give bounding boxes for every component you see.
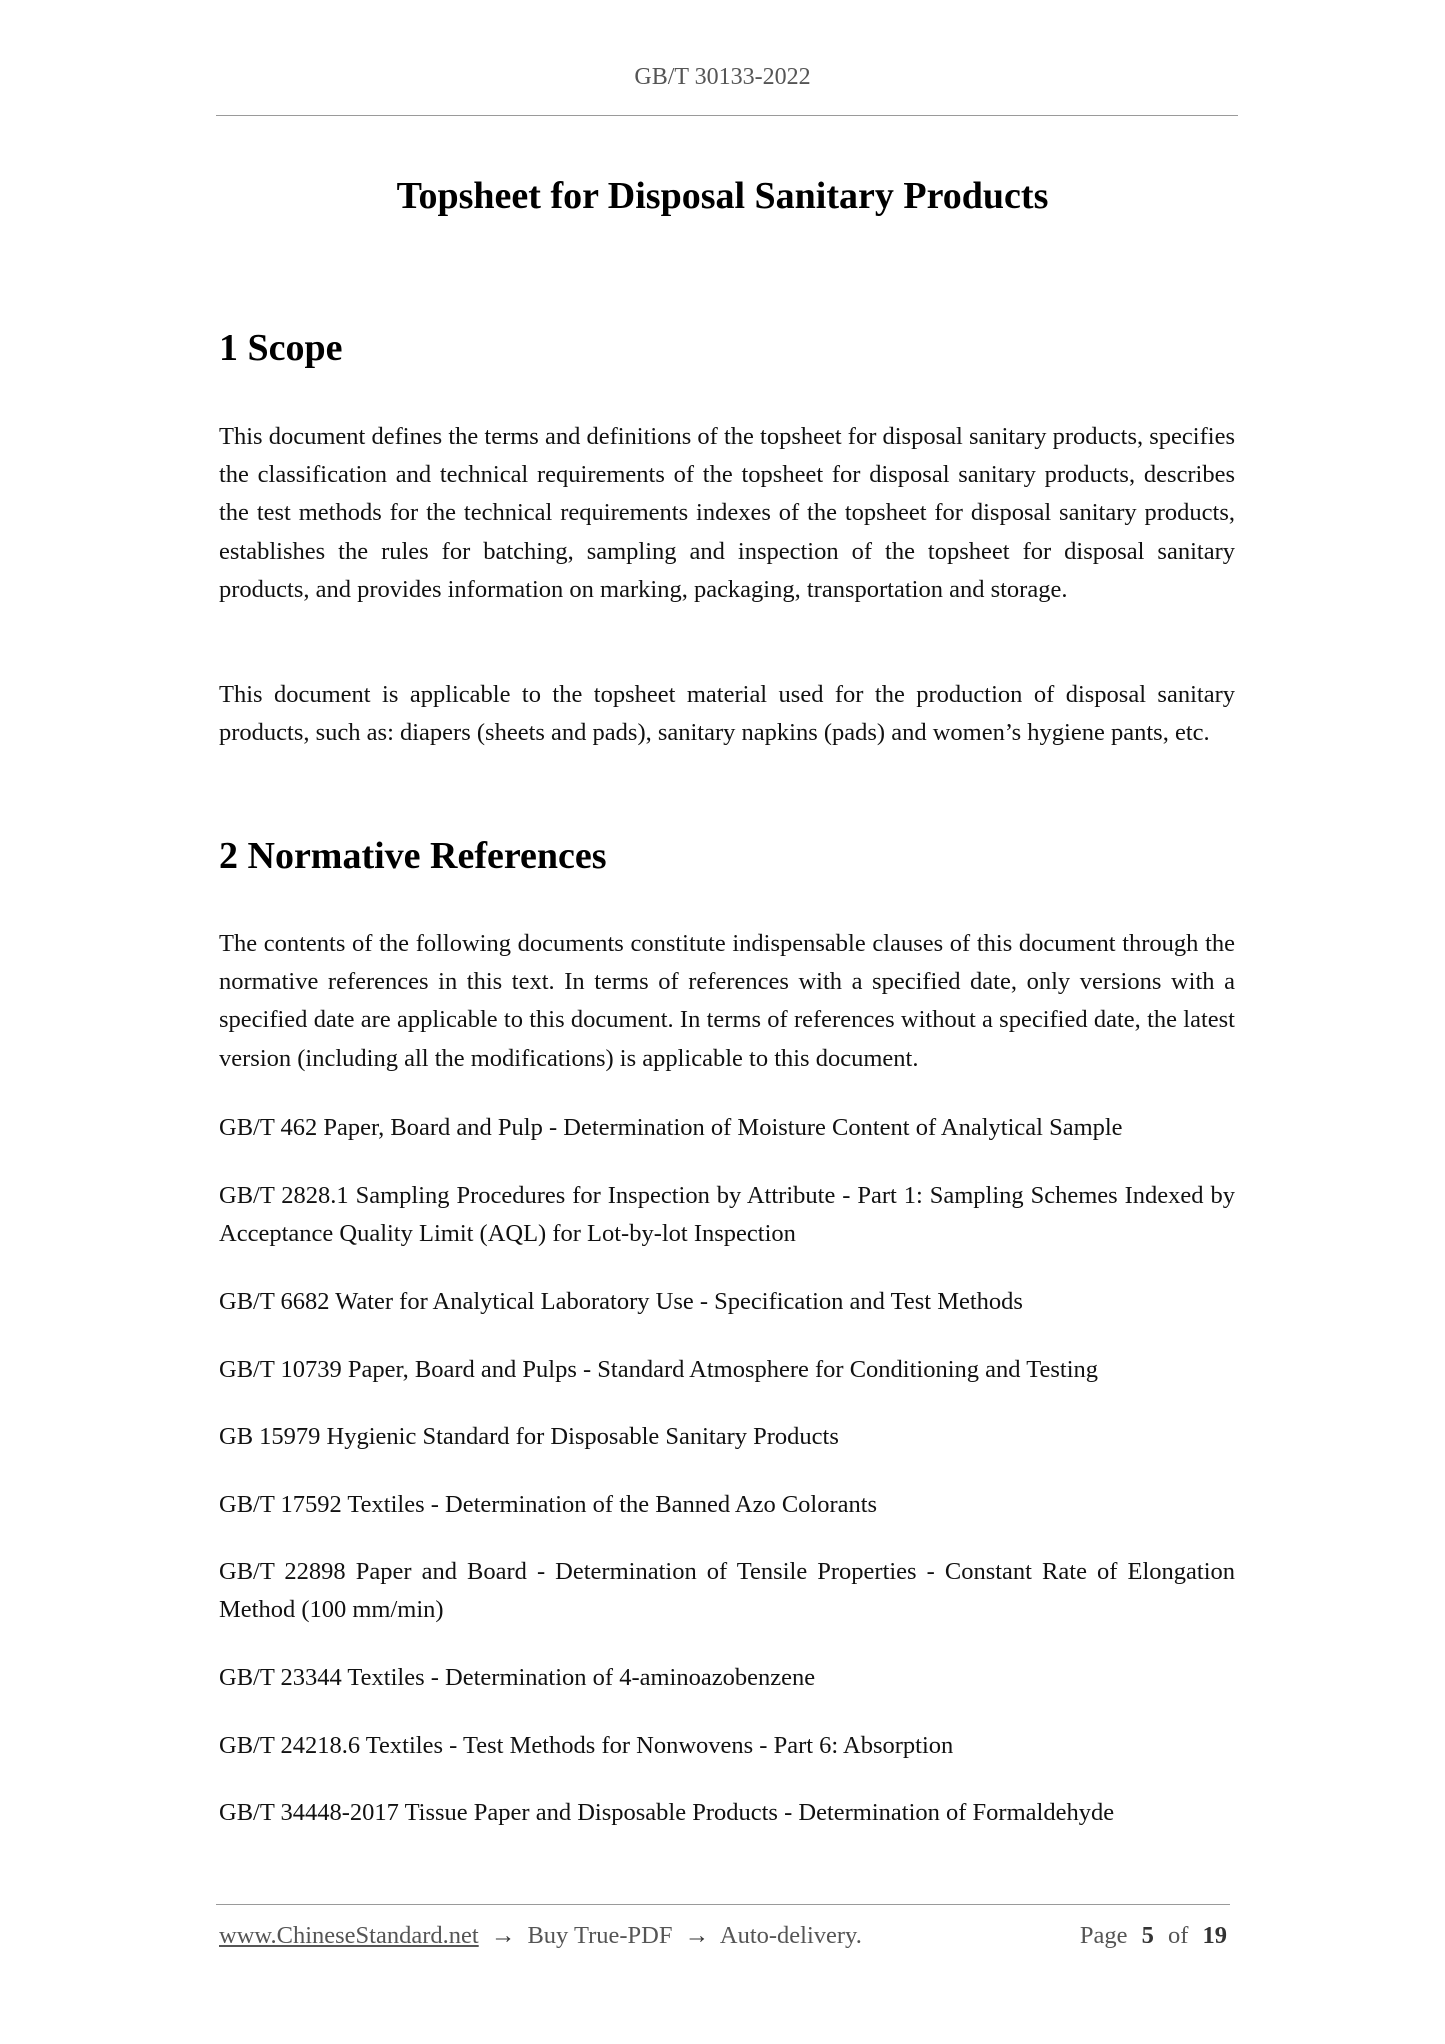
document-title: Topsheet for Disposal Sanitary Products xyxy=(396,175,1049,217)
reference-item: GB 15979 Hygienic Standard for Disposable Sanitary Products xyxy=(219,1423,839,1450)
right-arrow-icon: → xyxy=(490,1922,516,1949)
reference-item: GB/T 24218.6 Textiles - Test Methods for Nonwovens - Part 6: Absorption xyxy=(219,1732,954,1759)
reference-item: GB/T 22898 Paper and Board - Determination of Tensile Properties - Constant Rate of Elongation Method (100 mm/min) xyxy=(219,1558,1235,1624)
running-header: GB/T 30133-2022 xyxy=(634,64,811,90)
current-page-number: 5 xyxy=(1141,1922,1154,1949)
right-arrow-icon: → xyxy=(684,1922,710,1949)
buy-true-pdf-text: Buy True-PDF xyxy=(527,1922,673,1949)
page-label: Page xyxy=(1079,1922,1128,1949)
reference-item: GB/T 10739 Paper, Board and Pulps - Standard Atmosphere for Conditioning and Testing xyxy=(219,1356,1098,1383)
total-pages-number: 19 xyxy=(1202,1922,1227,1949)
reference-item: GB/T 462 Paper, Board and Pulp - Determination of Moisture Content of Analytical Sample xyxy=(219,1114,1123,1141)
reference-item: GB/T 34448-2017 Tissue Paper and Disposable Products - Determination of Formaldehyde xyxy=(219,1799,1115,1826)
reference-item: GB/T 6682 Water for Analytical Laboratory Use - Specification and Test Methods xyxy=(219,1288,1023,1315)
reference-item: GB/T 23344 Textiles - Determination of 4-aminoazobenzene xyxy=(219,1664,816,1691)
footer-divider xyxy=(216,1904,1230,1905)
section-heading-normative-references: 2 Normative References xyxy=(219,835,607,877)
of-label: of xyxy=(1167,1922,1189,1949)
reference-item: GB/T 2828.1 Sampling Procedures for Inspection by Attribute - Part 1: Sampling Schemes Indexed by Acceptance Quality Limit (AQL) for Lot-by-lot Inspection xyxy=(219,1182,1235,1248)
section-heading-scope: 1 Scope xyxy=(219,327,343,369)
scope-paragraph-2: This document is applicable to the topsheet material used for the production of disposal sanitary products, such as: diapers (sheets and pads), sanitary napkins (pads) and women’s hygiene pants, etc. xyxy=(219,681,1235,747)
normative-references-intro: The contents of the following documents constitute indispensable clauses of this document through the normative references in this text. In terms of references with a specified date, only versions with a specified date are applicable to this document. In terms of references without a specified date, the latest version (including all the modifications) is applicable to this document. xyxy=(219,930,1235,1072)
header-divider xyxy=(216,115,1238,116)
reference-item: GB/T 17592 Textiles - Determination of the Banned Azo Colorants xyxy=(219,1491,878,1518)
website-link[interactable]: www.ChineseStandard.net xyxy=(219,1922,479,1949)
scope-paragraph-1: This document defines the terms and definitions of the topsheet for disposal sanitary products, specifies the classification and technical requirements of the topsheet for disposal sanitary products, describes the test methods for the technical requirements indexes of the topsheet for disposal sanitary products, establishes the rules for batching, sampling and inspection of the topsheet for disposal sanitary products, and provides information on marking, packaging, transportation and storage. xyxy=(219,423,1235,603)
auto-delivery-text: Auto-delivery. xyxy=(719,1922,862,1949)
footer-promo xyxy=(219,1922,862,1950)
page-indicator xyxy=(1080,1922,1227,1950)
